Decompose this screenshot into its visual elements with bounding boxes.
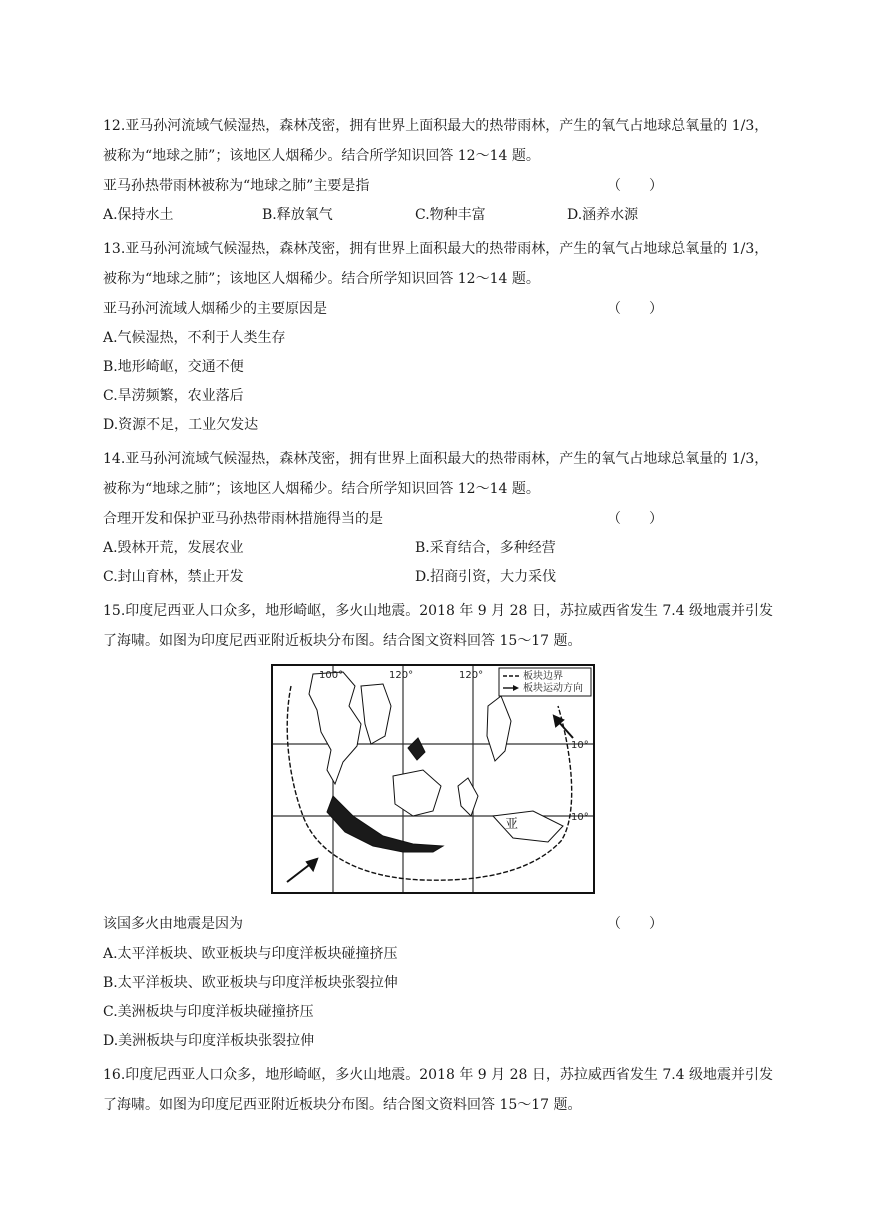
q14-option-b: B.采育结合，多种经营 [415, 540, 556, 556]
q12-answer-paren: （ ） [607, 178, 663, 194]
q13-stem-line-2: 被称为“地球之肺”；该地区人烟稀少。结合所学知识回答 12～14 题。 [103, 271, 540, 287]
q13-option-c: C.旱涝频繁，农业落后 [103, 388, 244, 404]
map-lon-label-2: 120° [389, 670, 414, 681]
q14-option-d: D.招商引资，大力采伐 [415, 569, 557, 585]
q12-stem-line-1: 12.亚马孙河流域气候湿热，森林茂密，拥有世界上面积最大的热带雨林，产生的氧气占地球总氧量的 1/3， [103, 118, 769, 134]
q15-option-a: A.太平洋板块、欧亚板块与印度洋板块碰撞挤压 [103, 946, 398, 962]
q13-stem-line-1: 13.亚马孙河流域气候湿热，森林茂密，拥有世界上面积最大的热带雨林，产生的氧气占地球总氧量的 1/3， [103, 241, 769, 257]
q14-stem-line-1: 14.亚马孙河流域气候湿热，森林茂密，拥有世界上面积最大的热带雨林，产生的氧气占地球总氧量的 1/3， [103, 451, 769, 467]
q12-question: 亚马孙热带雨林被称为“地球之肺”主要是指 [103, 178, 370, 194]
q13-option-b: B.地形崎岖，交通不便 [103, 359, 244, 375]
q14-option-a: A.毁林开荒，发展农业 [103, 540, 244, 556]
plate-distribution-map [271, 664, 595, 894]
q12-option-c: C.物种丰富 [415, 207, 486, 223]
q14-stem-line-2: 被称为“地球之肺”；该地区人烟稀少。结合所学知识回答 12～14 题。 [103, 481, 540, 497]
q12-option-b: B.释放氧气 [262, 207, 333, 223]
q13-question: 亚马孙河流域人烟稀少的主要原因是 [103, 301, 327, 317]
map-region-label: 亚 [505, 817, 519, 832]
map-lat-label-1: 10° [571, 740, 589, 751]
q16-stem-line-2: 了海啸。如图为印度尼西亚附近板块分布图。结合图文资料回答 15～17 题。 [103, 1097, 582, 1113]
q12-stem-line-2: 被称为“地球之肺”；该地区人烟稀少。结合所学知识回答 12～14 题。 [103, 148, 540, 164]
q13-option-a: A.气候湿热，不利于人类生存 [103, 330, 286, 346]
q15-question: 该国多火由地震是因为 [103, 916, 243, 932]
q14-option-c: C.封山育林，禁止开发 [103, 569, 244, 585]
q15-answer-paren: （ ） [607, 916, 663, 932]
q15-option-d: D.美洲板块与印度洋板块张裂拉伸 [103, 1033, 315, 1049]
q14-question: 合理开发和保护亚马孙热带雨林措施得当的是 [103, 511, 383, 527]
q13-option-d: D.资源不足，工业欠发达 [103, 417, 259, 433]
q15-option-b: B.太平洋板块、欧亚板块与印度洋板块张裂拉伸 [103, 975, 398, 991]
q12-option-d: D.涵养水源 [567, 207, 639, 223]
q14-answer-paren: （ ） [607, 511, 663, 527]
q15-stem-line-1: 15.印度尼西亚人口众多，地形崎岖，多火山地震。2018 年 9 月 28 日，苏拉威西省发生 7.4 级地震并引发 [103, 603, 774, 619]
q13-answer-paren: （ ） [607, 301, 663, 317]
map-lon-label-1: 100° [319, 670, 344, 681]
q12-option-a: A.保持水土 [103, 207, 174, 223]
map-lon-label-3: 120° [459, 670, 484, 681]
q15-stem-line-2: 了海啸。如图为印度尼西亚附近板块分布图。结合图文资料回答 15～17 题。 [103, 633, 582, 649]
q16-stem-line-1: 16.印度尼西亚人口众多，地形崎岖，多火山地震。2018 年 9 月 28 日，苏拉威西省发生 7.4 级地震并引发 [103, 1067, 774, 1083]
map-lat-label-2: 10° [571, 812, 589, 823]
q15-option-c: C.美洲板块与印度洋板块碰撞挤压 [103, 1004, 314, 1020]
map-legend-boundary: 板块边界 [523, 671, 563, 682]
map-legend-motion: 板块运动方向 [523, 683, 583, 694]
